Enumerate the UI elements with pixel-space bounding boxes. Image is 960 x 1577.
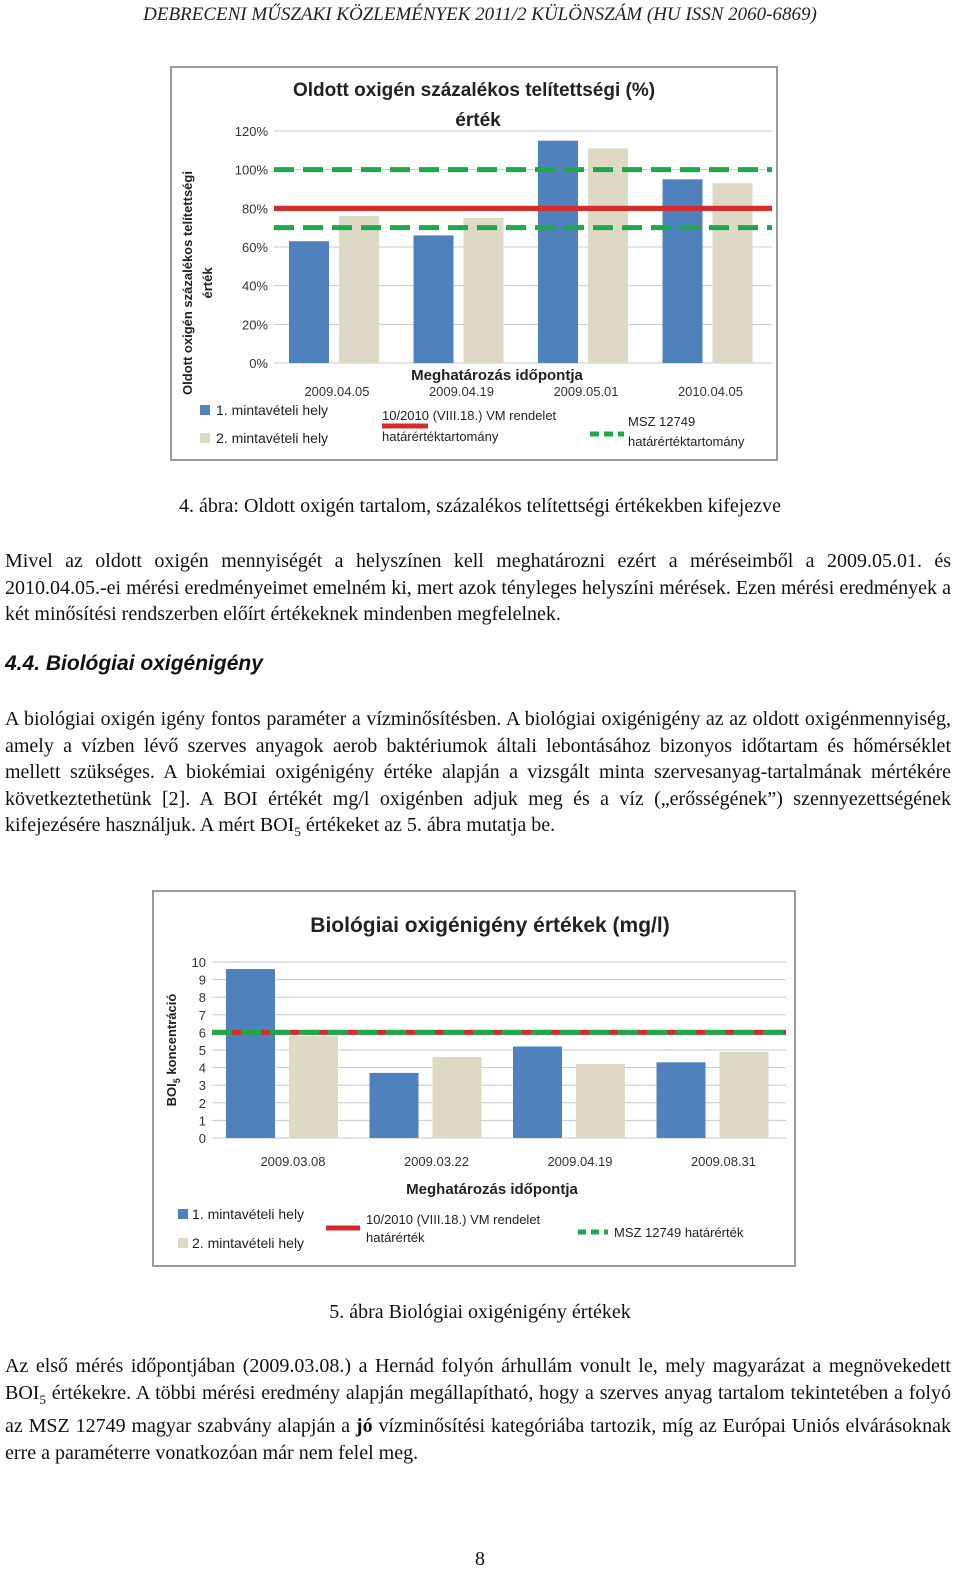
page-number: 8 — [475, 1548, 485, 1570]
y-tick-label: 4 — [198, 1060, 206, 1076]
bar-series1 — [414, 235, 454, 363]
y-tick-label: 5 — [198, 1043, 206, 1058]
legend-msz-label2: határértéktartomány — [628, 434, 745, 449]
legend-vm-label: 10/2010 (VIII.18.) VM rendelet — [382, 408, 557, 423]
x-tick-label: 2009.05.01 — [553, 384, 619, 399]
x-axis-label: Meghatározás időpontja — [406, 1181, 578, 1198]
legend-series2-swatch — [178, 1238, 188, 1248]
paragraph-3 — [5, 1353, 951, 1466]
bar-series2 — [433, 1057, 482, 1138]
y-axis-label-line2: érték — [200, 267, 215, 299]
x-tick-label: 2009.04.19 — [428, 384, 495, 399]
y-tick-label: 40% — [241, 278, 268, 294]
paragraph-3-sub: 5 — [39, 1391, 46, 1407]
paragraph-3-t3: vízminősítési kategóriába tartozik, míg az Európai Uniós elvárásoknak erre a paraméterre vonatkozóan már nem felel meg. — [5, 1415, 951, 1464]
y-tick-label: 9 — [198, 972, 206, 988]
figure-4-chart — [170, 66, 778, 461]
bar-series1 — [370, 1073, 419, 1138]
y-tick-label: 0% — [249, 356, 268, 371]
y-tick-label: 7 — [198, 1007, 206, 1023]
y-axis-label — [164, 994, 182, 1107]
y-axis-label-pre: BOI — [164, 1083, 179, 1107]
chart-title: Biológiai oxigénigény értékek (mg/l) — [310, 914, 670, 937]
legend-msz-label: MSZ 12749 határérték — [614, 1225, 744, 1240]
figure-5-chart — [152, 890, 796, 1267]
section-heading: 4.4. Biológiai oxigénigény — [5, 652, 263, 675]
y-tick-label: 120% — [234, 124, 268, 139]
x-tick-label: 2009.08.31 — [690, 1154, 757, 1169]
y-tick-label: 8 — [198, 990, 206, 1006]
y-tick-label: 1 — [198, 1113, 206, 1129]
bar-series2 — [588, 148, 628, 363]
legend-msz-label: MSZ 12749 — [628, 414, 696, 429]
journal-header: DEBRECENI MŰSZAKI KÖZLEMÉNYEK 2011/2 KÜLÖNSZÁM (HU ISSN 2060-6869) — [143, 4, 817, 25]
y-axis-label-line1: Oldott oxigén százalékos telítettségi — [180, 171, 195, 395]
figure-5-caption: 5. ábra Biológiai oxigénigény értékek — [329, 1301, 631, 1323]
paragraph-2-after: értékeket az 5. ábra mutatja be. — [300, 814, 556, 836]
legend-series1-swatch — [178, 1209, 188, 1219]
x-tick-label: 2009.04.19 — [547, 1154, 613, 1169]
bar-series2 — [720, 1052, 769, 1138]
bar-series1 — [657, 1062, 706, 1138]
bar-series1 — [226, 969, 275, 1138]
x-tick-label: 2009.04.05 — [304, 384, 370, 399]
y-tick-label: 6 — [198, 1025, 206, 1041]
legend-series2-label: 2. mintavételi hely — [216, 430, 329, 446]
paragraph-2-sub: 5 — [294, 824, 301, 839]
bar-series2 — [576, 1064, 625, 1138]
y-tick-label: 20% — [241, 317, 268, 333]
legend-series1-swatch — [200, 405, 210, 415]
y-tick-label: 3 — [198, 1078, 206, 1094]
paragraph-2-text: A biológiai oxigén igény fontos paraméter a vízminősítésben. A biológiai oxigénigény az az oldott oxigénmennyiség, amely a vízben lévő szerves anyagok aerob baktériumok általi lebontásához bizonyos időtartam és hőmérséklet mellett szükséges. A biokémiai oxigénigény értéke alapján a vizsgált minta szervesanyag-tartalmának mértékére következtethetünk [2]. A BOI értékét mg/l oxigénben adjuk meg és a víz („erősségének”) szennyezettségének kifejezésére használjuk. A mért BOI — [5, 708, 951, 836]
y-tick-label: 2 — [198, 1095, 206, 1111]
x-axis-label: Meghatározás időpontja — [411, 367, 583, 384]
x-tick-label: 2010.04.05 — [677, 384, 744, 399]
paragraph-3-t2: értékekre. A többi mérési eredmény alapján megállapítható, hogy a szerves anyag tartalom tekintetében a folyó az MSZ 12749 magyar szabvány alapján a — [5, 1381, 951, 1437]
y-axis-label-post: koncentráció — [164, 993, 179, 1079]
paragraph-3-t1: Az első mérés időpontjában (2009.03.08.) a Hernád folyón árhullám vonult le, mely magyarázat a megnövekedett BOI — [5, 1355, 951, 1404]
y-tick-label: 60% — [241, 240, 268, 255]
y-tick-label: 100% — [234, 162, 268, 178]
x-tick-label: 2009.03.08 — [260, 1154, 326, 1169]
bar-series2 — [289, 1036, 338, 1138]
paragraph-3-bold: jó — [355, 1415, 373, 1437]
bar-series1 — [513, 1046, 562, 1138]
figure-4-caption: 4. ábra: Oldott oxigén tartalom, százalékos telítettségi értékekben kifejezve — [179, 495, 781, 517]
legend-vm-label2: határérték — [366, 1230, 425, 1245]
paragraph-2 — [5, 706, 951, 846]
chart-title-line1: Oldott oxigén százalékos telítettségi (%) — [292, 80, 656, 101]
chart-title-line2: érték — [455, 110, 501, 131]
legend-series2-swatch — [200, 433, 210, 443]
bar-series1 — [538, 141, 578, 363]
bar-series2 — [464, 218, 504, 363]
legend-series1-label: 1. mintavételi hely — [216, 402, 329, 418]
legend-vm-label: 10/2010 (VIII.18.) VM rendelet — [366, 1212, 541, 1227]
y-tick-label: 80% — [241, 201, 268, 217]
bar-series1 — [289, 241, 329, 363]
x-tick-label: 2009.03.22 — [403, 1154, 470, 1169]
y-axis-label-sub: 5 — [172, 1078, 182, 1084]
legend-series1-label: 1. mintavételi hely — [192, 1206, 305, 1222]
bar-series2 — [339, 216, 379, 363]
legend-series2-label: 2. mintavételi hely — [192, 1235, 305, 1251]
legend-vm-label2: határértéktartomány — [382, 429, 499, 444]
y-tick-label: 10 — [191, 955, 206, 970]
paragraph-1: Mivel az oldott oxigén mennyiségét a helyszínen kell meghatározni ezért a méréseimből a 2009.05.01. és 2010.04.05.-ei mérési eredményeimet emelném ki, mert azok tényleges helyszíni mérések. Ezen mérési eredmények a két minősítési rendszerben előírt értékeknek mindenben megfelelnek. — [5, 550, 951, 625]
y-tick-label: 0 — [198, 1131, 206, 1146]
